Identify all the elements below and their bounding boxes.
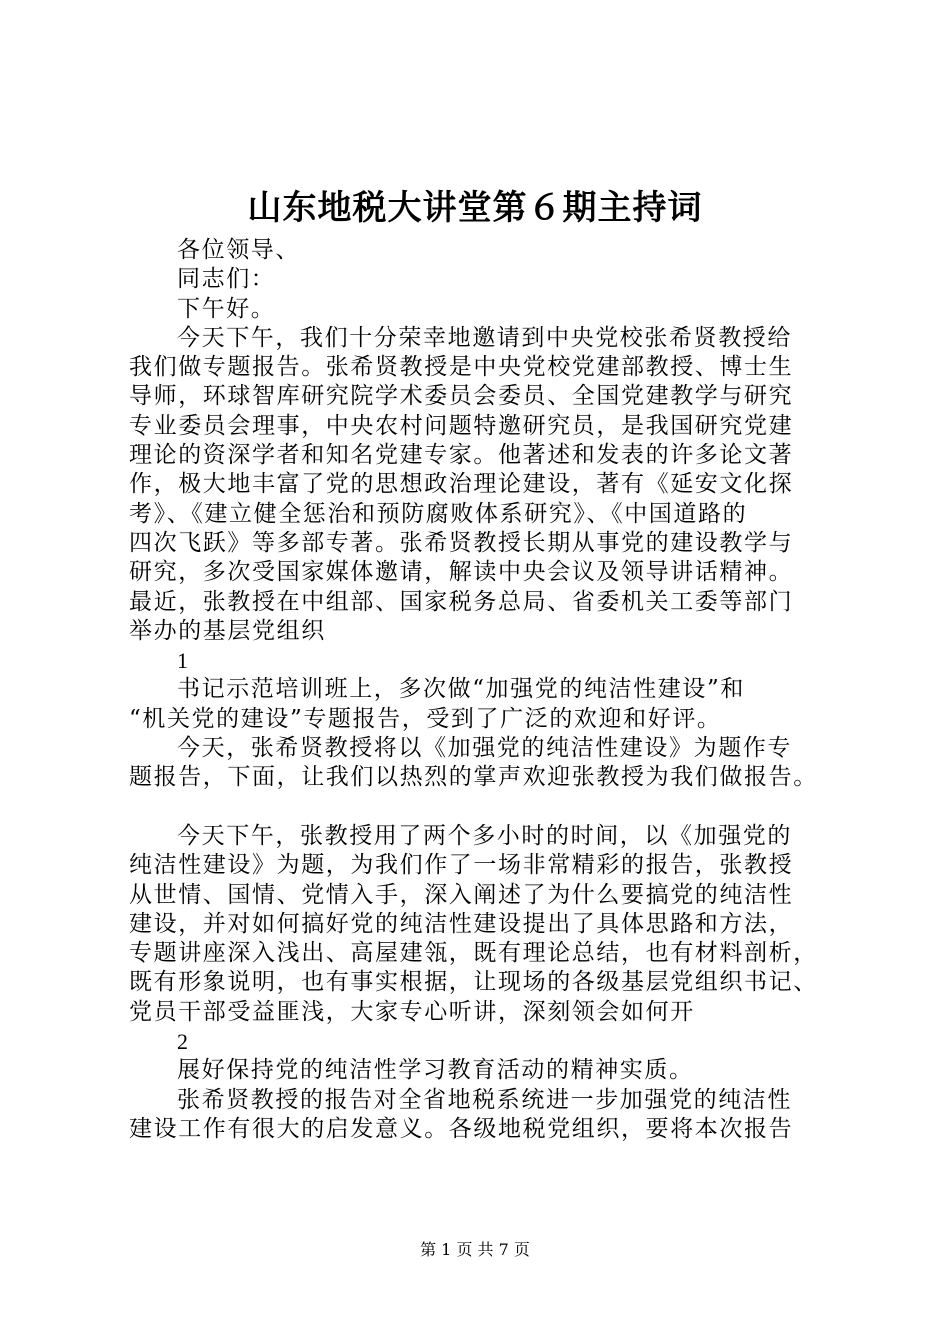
text-line: 专题讲座深入浅出、高屋建瓴，既有理论总结，也有材料剖析，: [129, 940, 818, 967]
text-line: 今天下午，我们十分荣幸地邀请到中央党校张希贤教授给: [177, 324, 792, 351]
text-line: 张希贤教授的报告对全省地税系统进一步加强党的纯洁性: [177, 1086, 792, 1113]
text-line: 各位领导、: [177, 237, 300, 263]
text-line: 书记示范培训班上，多次做“加强党的纯洁性建设”和: [177, 676, 745, 703]
text-line: 最近，张教授在中组部、国家税务总局、省委机关工委等部门: [129, 588, 794, 615]
text-line: 导师，环球智库研究院学术委员会委员、全国党建教学与研究: [129, 383, 794, 410]
text-line: 理论的资深学者和知名党建专家。他著述和发表的许多论文著: [129, 442, 794, 469]
text-line: 建设工作有很大的启发意义。各级地税党组织，要将本次报告: [129, 1115, 794, 1142]
document-body: [129, 236, 849, 1144]
text-line: 考》、《建立健全惩治和预防腐败体系研究》、《中国道路的: [129, 500, 748, 527]
text-line: 四次飞跃》等多部专著。张希贤教授长期从事党的建设教学与: [129, 529, 794, 556]
text-line: 今天下午，张教授用了两个多小时的时间，以《加强党的: [177, 822, 792, 849]
text-line: 建设，并对如何搞好党的纯洁性建设提出了具体思路和方法，: [129, 910, 794, 937]
blank-line: [129, 793, 849, 822]
page-footer: 第 1 页 共 7 页: [420, 1240, 530, 1259]
text-line: 展好保持党的纯洁性学习教育活动的精神实质。: [177, 1057, 694, 1084]
text-line: “机关党的建设”专题报告，受到了广泛的欢迎和好评。: [129, 705, 722, 732]
text-line: 今天，张希贤教授将以《加强党的纯洁性建设》为题作专: [177, 735, 792, 762]
text-line: 专业委员会理事，中央农村问题特邀研究员，是我国研究党建: [129, 412, 794, 439]
document-title: 山东地税大讲堂第６期主持词: [247, 188, 703, 228]
inline-page-number: 2: [177, 1029, 190, 1055]
text-line: 同志们：: [177, 266, 276, 293]
text-line: 既有形象说明，也有事实根据，让现场的各级基层党组织书记、: [129, 969, 818, 996]
text-line: 研究，多次受国家媒体邀请，解读中央会议及领导讲话精神。: [129, 559, 794, 586]
text-line: 党员干部受益匪浅，大家专心听讲，深刻领会如何开: [129, 998, 695, 1025]
text-line: 从世情、国情、党情入手，深入阐述了为什么要搞党的纯洁性: [129, 881, 794, 908]
text-line: 作，极大地丰富了党的思想政治理论建设，著有《延安文化探: [129, 471, 794, 498]
text-line: 举办的基层党组织: [129, 617, 326, 644]
text-line: 题报告，下面，让我们以热烈的掌声欢迎张教授为我们做报告。: [129, 764, 818, 791]
inline-page-number: 1: [177, 648, 190, 674]
text-line: 我们做专题报告。张希贤教授是中央党校党建部教授、博士生: [129, 354, 794, 381]
text-line: 纯洁性建设》为题，为我们作了一场非常精彩的报告，张教授: [129, 852, 794, 879]
text-line: 下午好。: [177, 295, 276, 322]
